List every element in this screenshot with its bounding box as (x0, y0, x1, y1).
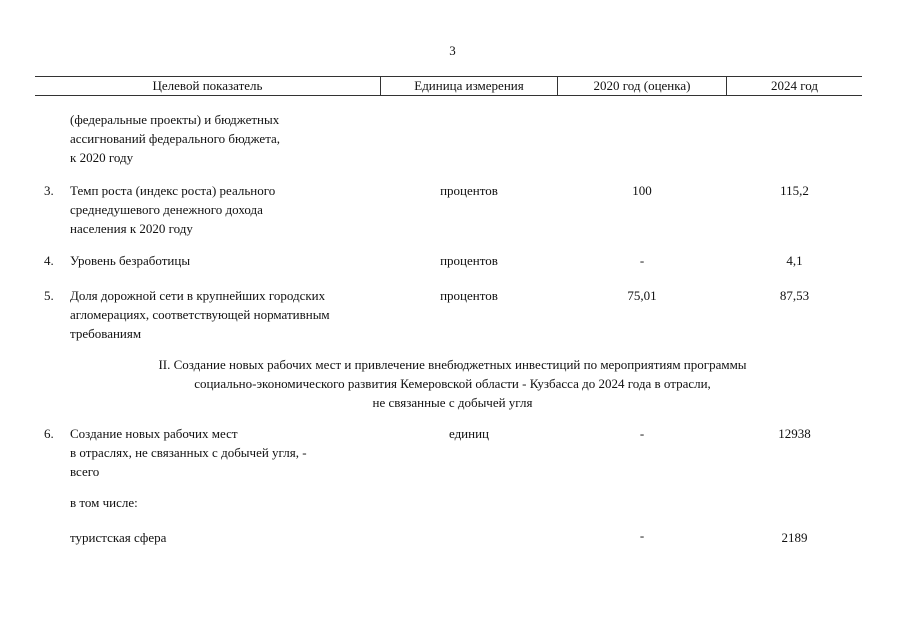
continuation-line-1: (федеральные проекты) и бюджетных (70, 112, 280, 127)
row-4-value-2024: 4,1 (786, 253, 803, 268)
row-5-label-line-3: требованиям (70, 326, 142, 341)
row-4-label-line-1: Уровень безработицы (70, 253, 191, 268)
row-5-number: 5. (44, 288, 54, 303)
row-4-value-2020: - (639, 253, 645, 268)
tourism-value-2020: - (639, 528, 645, 543)
row-3-value-2024: 115,2 (780, 183, 809, 198)
section-2-title-line-1: II. Создание новых рабочих мест и привлечение внебюджетных инвестиций по мероприятиям программы (158, 357, 747, 372)
row-6-label-line-1: Создание новых рабочих мест (70, 426, 238, 441)
table-header-bottom-border (35, 95, 862, 96)
row-5-value-2020: 75,01 (627, 288, 657, 303)
row-3-label-line-3: населения к 2020 году (70, 221, 193, 236)
tourism-label: туристская сфера (70, 530, 167, 545)
continuation-line-3: к 2020 году (70, 150, 134, 165)
row-3-number: 3. (44, 183, 54, 198)
row-5-label-line-2: агломерациях, соответствующей нормативным (70, 307, 330, 322)
row-5-value-2024: 87,53 (779, 288, 810, 303)
row-3-value-2020: 100 (632, 183, 652, 198)
tourism-value-2024: 2189 (781, 530, 808, 545)
row-6-label-line-2: в отраслях, не связанных с добычей угля, - (70, 445, 307, 460)
header-target-indicator: Целевой показатель (152, 78, 263, 93)
header-2024: 2024 год (771, 78, 818, 93)
page-number: 3 (449, 43, 456, 58)
row-5-label-line-1: Доля дорожной сети в крупнейших городских (70, 288, 326, 303)
row-6-number: 6. (44, 426, 54, 441)
row-6-value-2020: - (639, 426, 645, 441)
section-2-title-line-3: не связанные с добычей угля (372, 395, 533, 410)
row-3-unit: процентов (440, 183, 498, 198)
row-6-value-2024: 12938 (778, 426, 811, 441)
row-4-number: 4. (44, 253, 54, 268)
row-3-label-line-2: среднедушевого денежного дохода (70, 202, 263, 217)
including-label: в том числе: (70, 495, 138, 510)
section-2-title-line-2: социально-экономического развития Кемеровской области - Кузбасса до 2024 года в отрасли, (194, 376, 711, 391)
header-unit: Единица измерения (414, 78, 524, 93)
row-4-unit: процентов (440, 253, 498, 268)
row-5-unit: процентов (440, 288, 498, 303)
header-2020: 2020 год (оценка) (593, 78, 691, 93)
row-6-label-line-3: всего (70, 464, 100, 479)
continuation-line-2: ассигнований федерального бюджета, (70, 131, 281, 146)
row-6-unit: единиц (448, 426, 490, 441)
row-3-label-line-1: Темп роста (индекс роста) реального (70, 183, 276, 198)
